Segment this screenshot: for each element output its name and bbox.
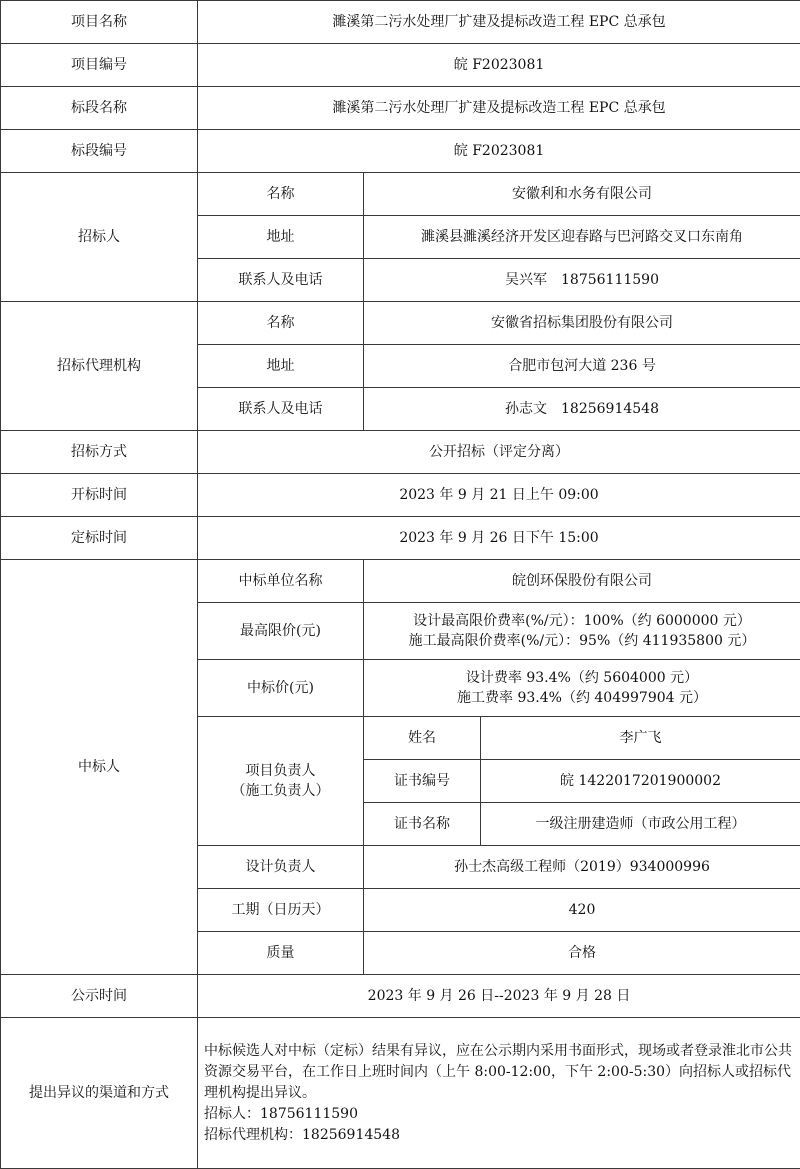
winner-unit-value: 皖创环保股份有限公司 [364,560,800,603]
tenderer-name-value: 安徽利和水务有限公司 [364,173,800,216]
tenderer-address-value: 濉溪县濉溪经济开发区迎春路与巴河路交叉口东南角 [364,216,800,259]
objection-agency-phone: 招标代理机构：18256914548 [204,1125,794,1146]
project-no-label: 项目编号 [1,44,198,87]
pm-cert-no-value: 皖 1422017201900002 [481,760,800,803]
bid-price-value [364,660,800,717]
duration-label: 工期（日历天） [198,889,364,932]
row-objection [1,1018,800,1169]
objection-content [198,1018,800,1169]
pm-label-main: 项目负责人 [202,761,359,781]
section-no-value: 皖 F2023081 [198,130,800,173]
open-time-label: 开标时间 [1,474,198,517]
project-no-value: 皖 F2023081 [198,44,800,87]
row-decide-time [1,517,800,560]
section-name-value: 濉溪第二污水处理厂扩建及提标改造工程 EPC 总承包 [198,87,800,130]
winner-label: 中标人 [1,560,198,975]
row-section-name [1,87,800,130]
project-name-label: 项目名称 [1,1,198,44]
tenderer-label: 招标人 [1,173,198,302]
objection-label: 提出异议的渠道和方式 [1,1018,198,1169]
pm-cert-name-label: 证书名称 [364,803,481,846]
agency-contact-value: 孙志文 18256914548 [364,388,800,431]
open-time-value: 2023 年 9 月 21 日上午 09:00 [198,474,800,517]
row-tenderer-name [1,173,800,216]
bid-price-label: 中标价(元) [198,660,364,717]
row-project-no [1,44,800,87]
pm-name-value: 李广飞 [481,717,800,760]
row-section-no [1,130,800,173]
pm-label-sub: （施工负责人） [202,781,359,801]
agency-contact-label: 联系人及电话 [198,388,364,431]
method-value: 公开招标（评定分离） [198,431,800,474]
bid-price-design: 设计费率 93.4%（约 5604000 元） [368,668,796,688]
row-winner-unit [1,560,800,603]
row-open-time [1,474,800,517]
pm-label [198,717,364,846]
row-project-name [1,1,800,44]
project-name-value: 濉溪第二污水处理厂扩建及提标改造工程 EPC 总承包 [198,1,800,44]
tenderer-contact-label: 联系人及电话 [198,259,364,302]
agency-label: 招标代理机构 [1,302,198,431]
section-name-label: 标段名称 [1,87,198,130]
max-price-design: 设计最高限价费率(%/元）：100%（约 6000000 元） [368,611,796,631]
row-agency-name [1,302,800,345]
publicity-time-value: 2023 年 9 月 26 日--2023 年 9 月 28 日 [198,975,800,1018]
max-price-construction: 施工最高限价费率(%/元）：95%（约 411935800 元） [368,631,796,651]
objection-tenderer-phone: 招标人：18756111590 [204,1104,794,1125]
agency-name-value: 安徽省招标集团股份有限公司 [364,302,800,345]
winner-unit-label: 中标单位名称 [198,560,364,603]
pm-cert-name-value: 一级注册建造师（市政公用工程） [481,803,800,846]
row-method [1,431,800,474]
tenderer-contact-value: 吴兴军 18756111590 [364,259,800,302]
agency-name-label: 名称 [198,302,364,345]
decide-time-value: 2023 年 9 月 26 日下午 15:00 [198,517,800,560]
publicity-time-label: 公示时间 [1,975,198,1018]
section-no-label: 标段编号 [1,130,198,173]
row-publicity-time [1,975,800,1018]
tenderer-name-label: 名称 [198,173,364,216]
agency-address-label: 地址 [198,345,364,388]
method-label: 招标方式 [1,431,198,474]
pm-name-label: 姓名 [364,717,481,760]
pm-cert-no-label: 证书编号 [364,760,481,803]
quality-label: 质量 [198,932,364,975]
agency-address-value: 合肥市包河大道 236 号 [364,345,800,388]
objection-text: 中标候选人对中标（定标）结果有异议，应在公示期内采用书面形式，现场或者登录淮北市公共资源交易平台，在工作日上班时间内（上午 8:00-12:00，下午 2:00-5:30）向招标人或招标代理机构提出异议。 [204,1041,794,1104]
bid-price-construction: 施工费率 93.4%（约 404997904 元） [368,688,796,708]
design-lead-label: 设计负责人 [198,846,364,889]
duration-value: 420 [364,889,800,932]
tenderer-address-label: 地址 [198,216,364,259]
max-price-value [364,603,800,660]
max-price-label: 最高限价(元) [198,603,364,660]
quality-value: 合格 [364,932,800,975]
decide-time-label: 定标时间 [1,517,198,560]
design-lead-value: 孙士杰高级工程师（2019）934000996 [364,846,800,889]
